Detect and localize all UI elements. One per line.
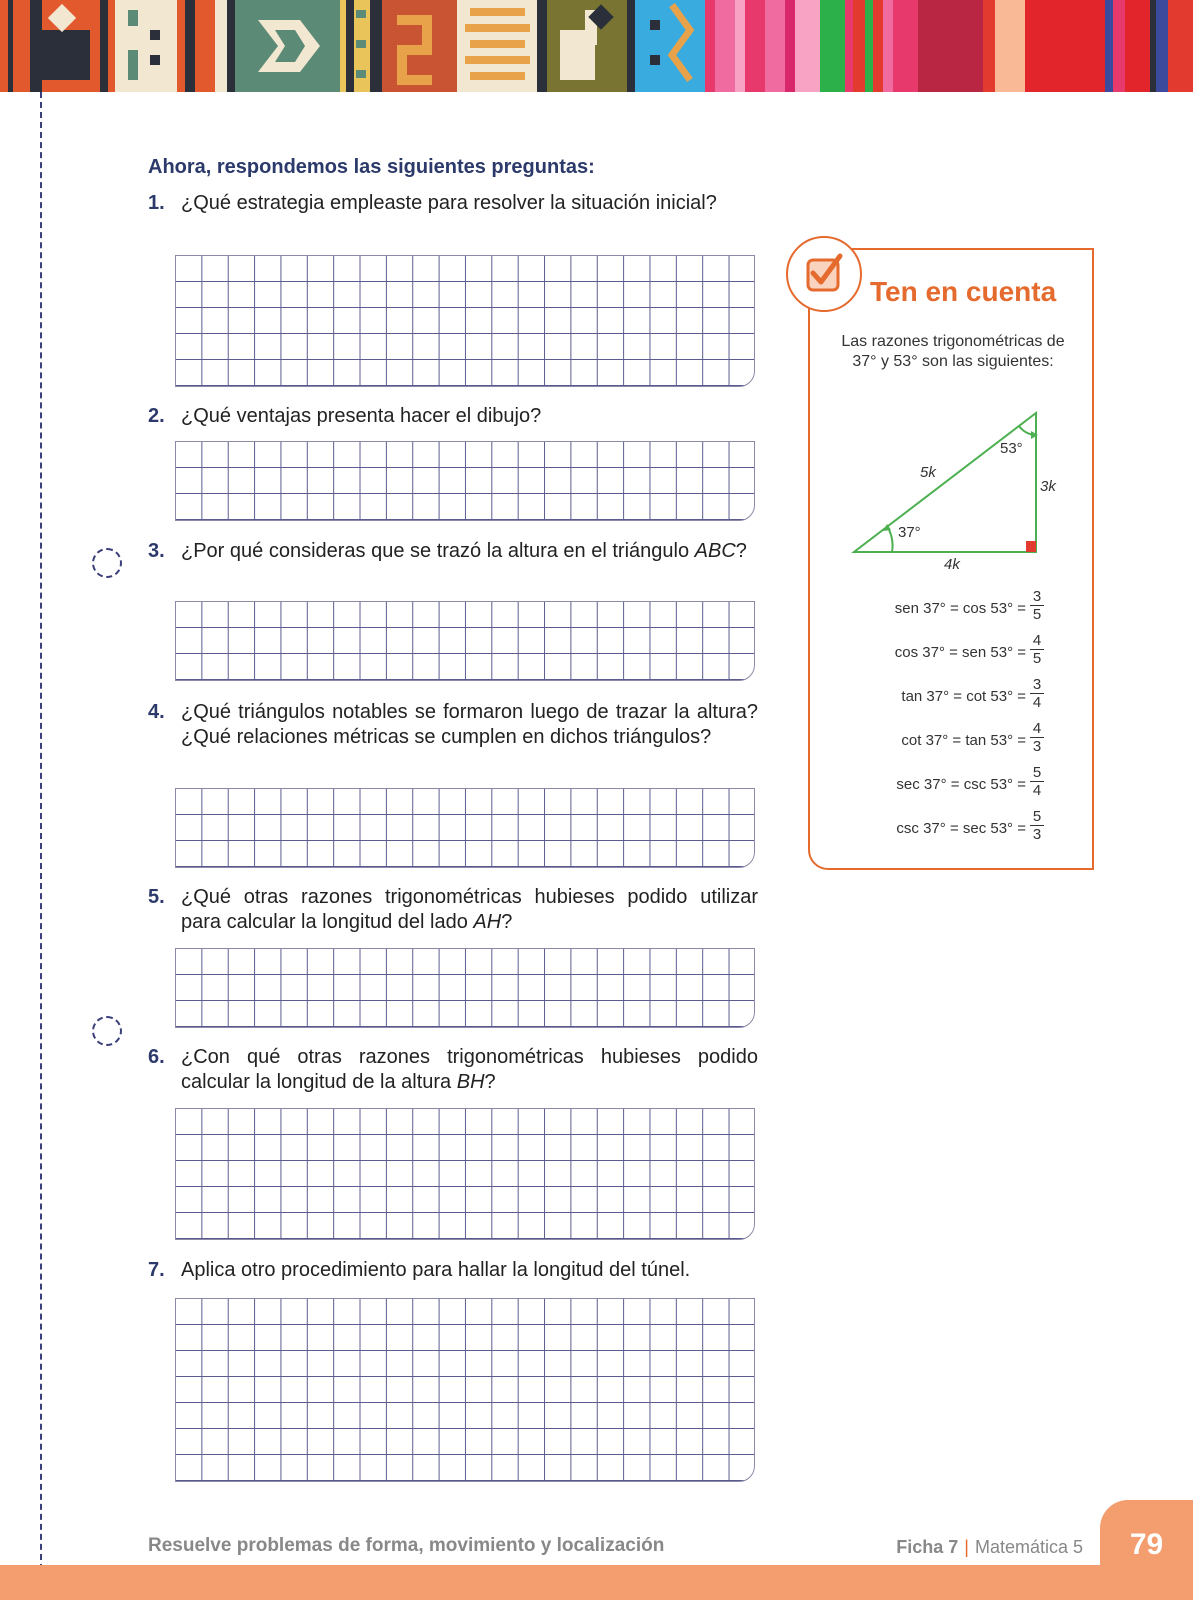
question-2 xyxy=(148,404,758,429)
checklist-icon xyxy=(786,236,862,312)
ratio-relation: cot 37° = tan 53° = $\frac{4}{3}$ xyxy=(836,720,1046,764)
question-number: 3. xyxy=(148,540,165,562)
question-number: 5. xyxy=(148,886,165,908)
tip-title: Ten en cuenta xyxy=(870,276,1057,307)
ratio-relation: cos 37° = sen 53° = $\frac{4}{5}$ xyxy=(836,632,1046,676)
question-number: 7. xyxy=(148,1259,165,1281)
question-4 xyxy=(148,700,758,750)
ratio-relation: csc 37° = sec 53° = $\frac{5}{3}$ xyxy=(836,808,1046,852)
question-number: 2. xyxy=(148,405,165,427)
answer-grid-3[interactable] xyxy=(175,601,755,681)
angle-37-label: 37° xyxy=(898,524,921,541)
question-number: 4. xyxy=(148,701,165,723)
horizontal-leg-label: 4k xyxy=(944,556,960,573)
page-number: 79 xyxy=(1129,1528,1164,1561)
question-text: ¿Por qué consideras que se trazó la altura en el triángulo ABC? xyxy=(181,540,747,562)
question-text: Aplica otro procedimiento para hallar la longitud del túnel. xyxy=(181,1259,691,1281)
questions-heading: Ahora, respondemos las siguientes preguntas: xyxy=(148,156,595,178)
decorative-textile-banner xyxy=(0,0,1193,92)
punch-hole-marker xyxy=(92,1016,122,1046)
answer-grid-1[interactable] xyxy=(175,255,755,387)
vertical-leg-label: 3k xyxy=(1040,478,1056,495)
question-text: ¿Qué triángulos notables se formaron luego de trazar la altura? ¿Qué relaciones métricas se cumplen en dichos triángulos? xyxy=(181,701,758,748)
angle-53-label: 53° xyxy=(1000,440,1023,457)
answer-grid-2[interactable] xyxy=(175,441,755,521)
ratio-relation: sen 37° = cos 53° = $\frac{3}{5}$ xyxy=(836,588,1046,632)
hypotenuse-label: 5k xyxy=(920,464,936,481)
question-text: ¿Qué estrategia empleaste para resolver la situación inicial? xyxy=(181,192,717,214)
footer-separator: | xyxy=(964,1537,969,1557)
answer-grid-5[interactable] xyxy=(175,948,755,1028)
answer-grid-4[interactable] xyxy=(175,788,755,868)
binding-dashed-line xyxy=(40,92,42,1600)
punch-hole-marker xyxy=(92,548,122,578)
question-3 xyxy=(148,539,758,564)
ratio-relation: tan 37° = cot 53° = $\frac{3}{4}$ xyxy=(836,676,1046,720)
answer-grid-7[interactable] xyxy=(175,1298,755,1482)
question-text: ¿Qué otras razones trigonométricas hubieses podido utilizar para calcular la longitud del lado AH? xyxy=(181,886,758,933)
tip-intro: Las razones trigonométricas de 37° y 53° son las siguientes: xyxy=(841,333,1065,370)
answer-grid-6[interactable] xyxy=(175,1108,755,1240)
right-triangle-diagram xyxy=(840,405,1050,555)
question-text: ¿Qué ventajas presenta hacer el dibujo? xyxy=(181,405,542,427)
question-1 xyxy=(148,191,758,216)
question-text: ¿Con qué otras razones trigonométricas hubieses podido calcular la longitud de la altura BH? xyxy=(181,1046,758,1093)
competency-title: Resuelve problemas de forma, movimiento y localización xyxy=(148,1535,665,1556)
question-6 xyxy=(148,1045,758,1095)
ficha-label: Ficha 7 xyxy=(896,1537,959,1557)
question-number: 6. xyxy=(148,1046,165,1068)
question-number: 1. xyxy=(148,192,165,214)
question-7 xyxy=(148,1258,758,1283)
question-5 xyxy=(148,885,758,935)
footer-band xyxy=(0,1565,1193,1600)
subject-label: Matemática 5 xyxy=(974,1537,1083,1557)
ratio-relation: sec 37° = csc 53° = $\frac{5}{4}$ xyxy=(836,764,1046,808)
footer-ficha xyxy=(896,1537,1083,1558)
